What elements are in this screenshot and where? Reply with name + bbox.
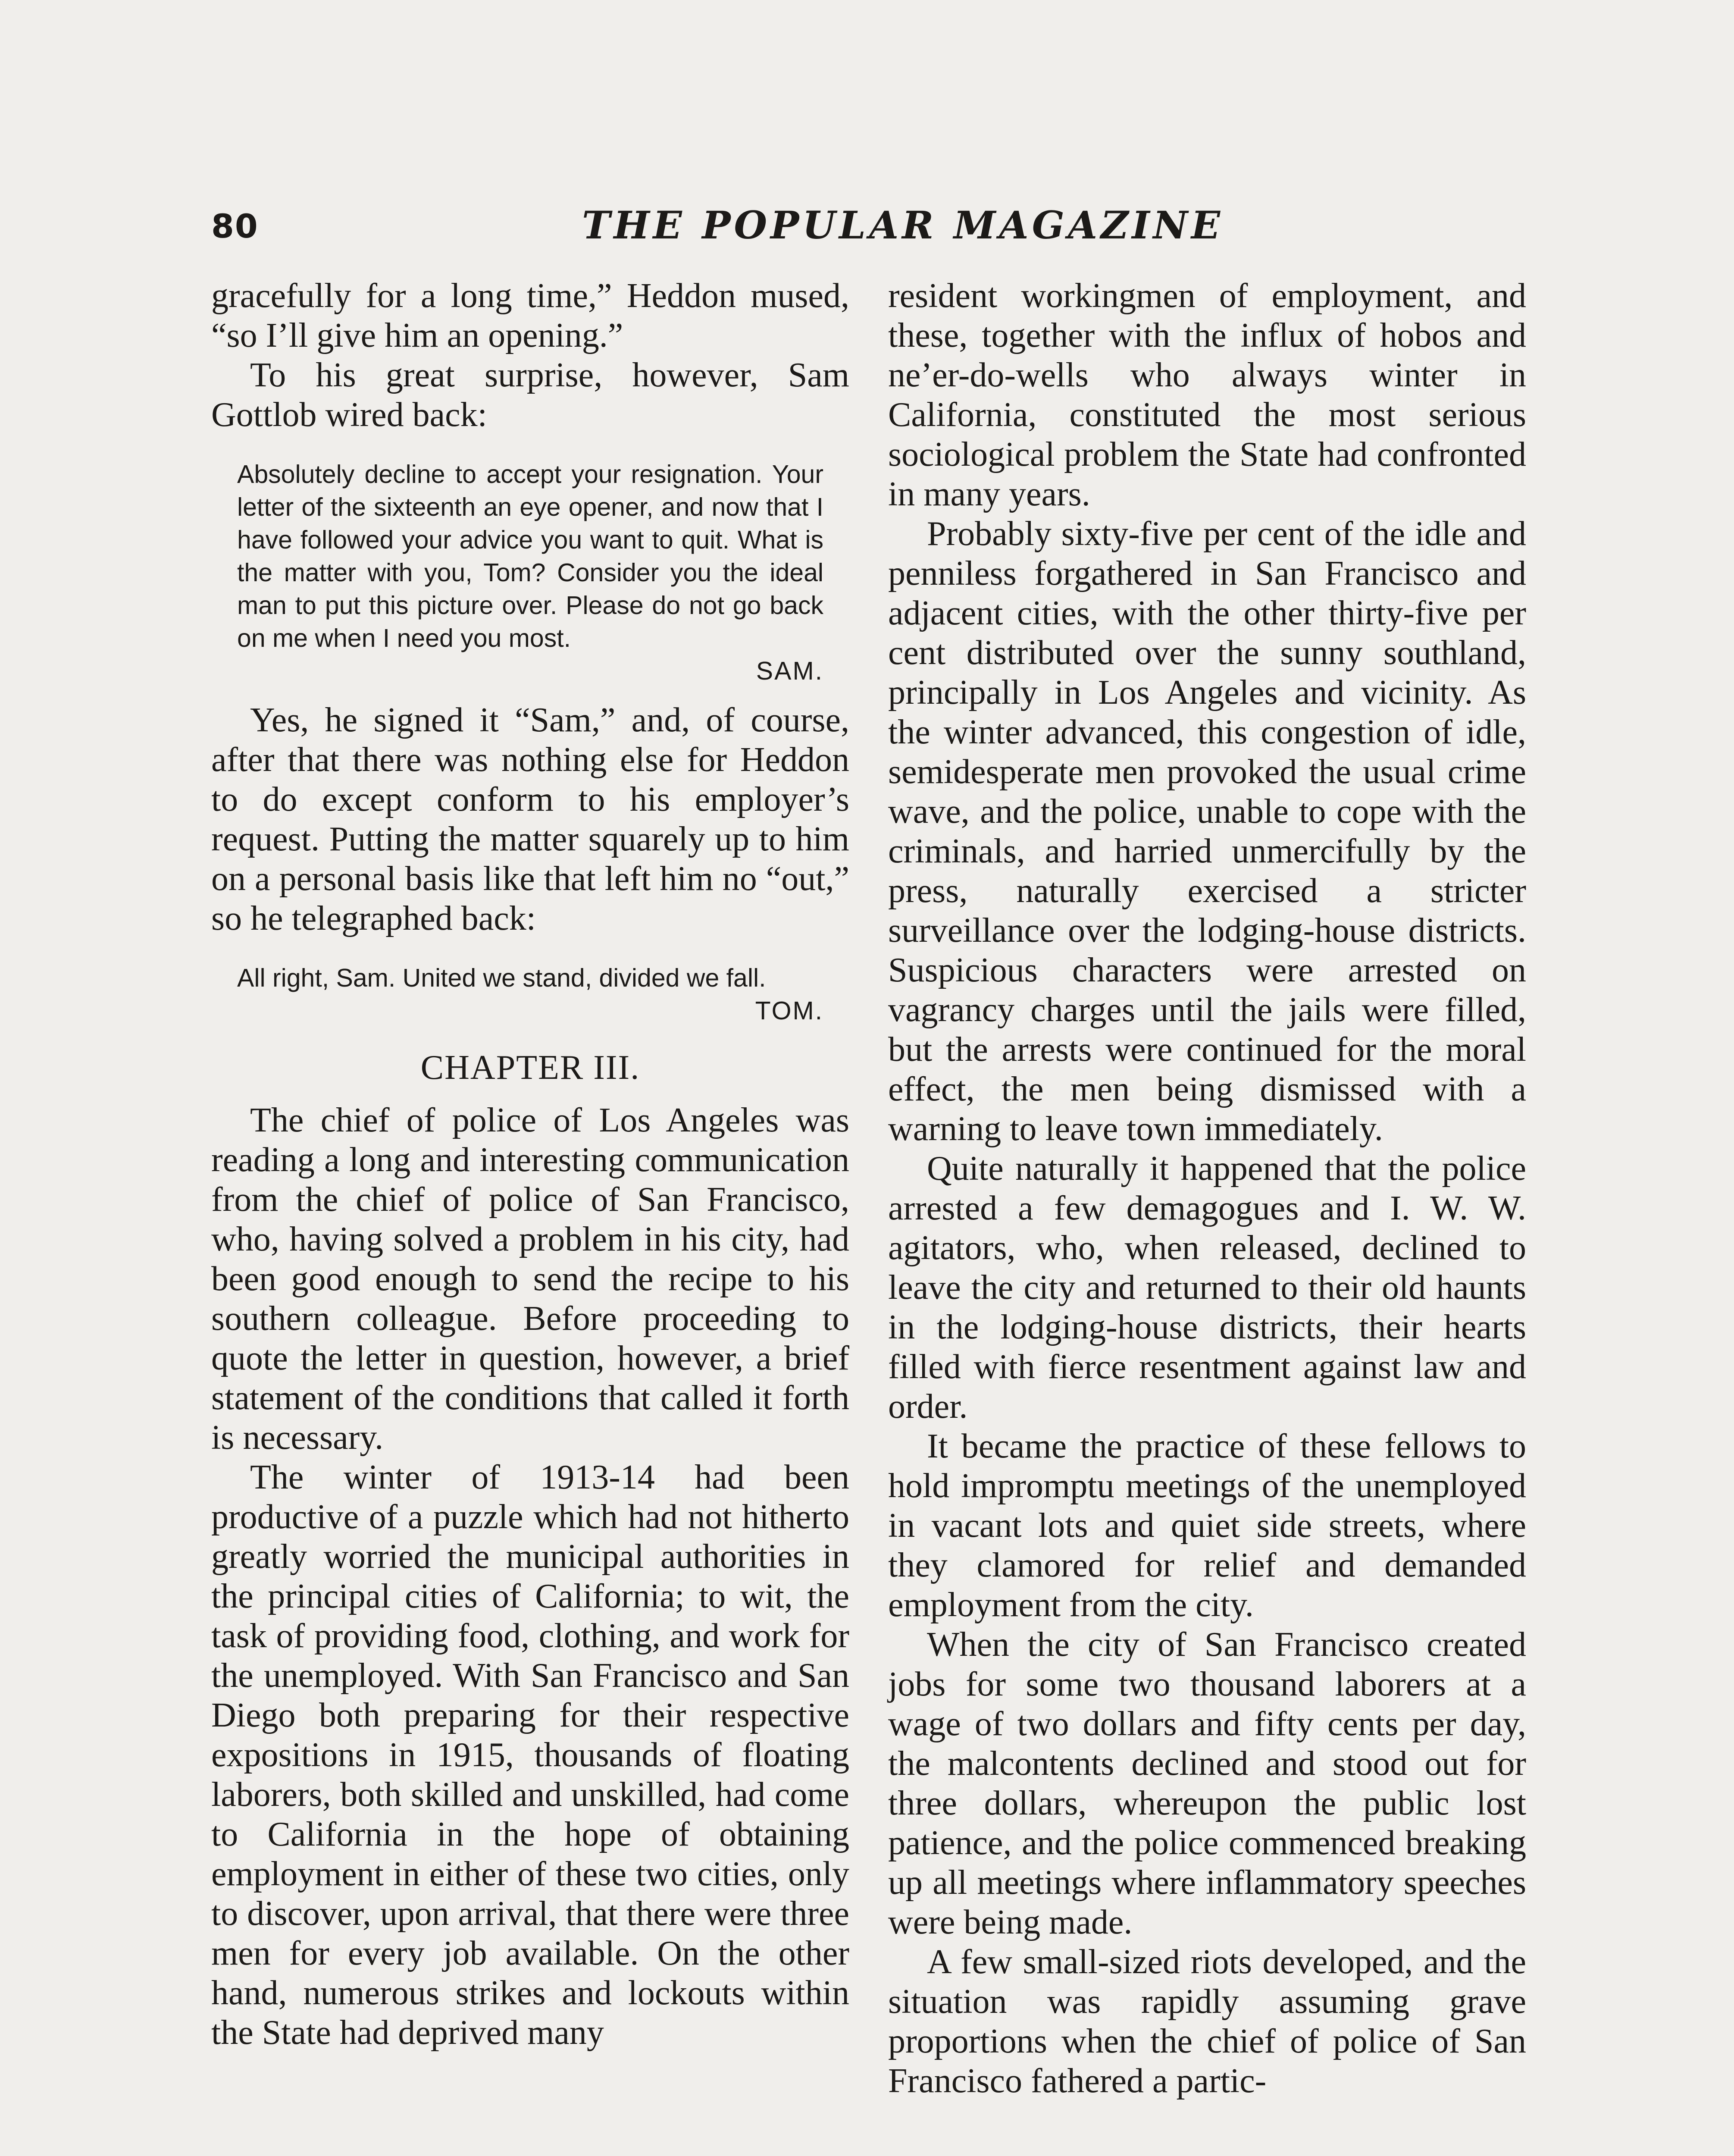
paragraph: Yes, he signed it “Sam,” and, of course, after that there was nothing else for Heddon to do except conform to his employer’s request. Putting the matter squarely up to him on a personal basis like that left him no “out,” so he telegraphed back: xyxy=(211,701,849,937)
telegram-body: Absolutely decline to accept your resignation. Your letter of the sixteenth an eye opener, and now that I have followed your advice you want to quit. What is the matter with you, Tom? Consider you the ideal man to put this picture over. Please do not go back on me when I need you most. xyxy=(237,460,823,652)
telegram-signature: SAM. xyxy=(756,657,823,685)
page-header xyxy=(211,203,1526,267)
chapter-heading: CHAPTER III. xyxy=(420,1049,640,1087)
paragraph: It became the practice of these fellows to hold impromptu meetings of the unemployed in vacant lots and quiet side streets, where they clamored for relief and demanded employment from the city. xyxy=(888,1427,1526,1624)
right-column xyxy=(888,276,1526,2101)
paragraph: The winter of 1913-14 had been productive of a puzzle which had not hitherto greatly worried the municipal authorities in the principal cities of California; to wit, the task of providing food, clothing, and work for the unemployed. With San Francisco and San Diego both preparing for their respective expositions in 1915, thousands of floating laborers, both skilled and unskilled, had come to California in the hope of obtaining employment in either of these two cities, only to discover, upon arrival, that there were three men for every job available. On the other hand, numerous strikes and lockouts within the State had deprived many xyxy=(211,1458,849,2052)
paragraph: A few small-sized riots developed, and the situation was rapidly assuming grave proportions when the chief of police of San Francisco fathered a partic- xyxy=(888,1943,1526,2100)
paragraph: gracefully for a long time,” Heddon mused, “so I’ll give him an opening.” xyxy=(211,277,849,354)
paragraph: resident workingmen of employment, and these, together with the influx of hobos and ne’er-do-wells who always winter in California, constituted the most serious sociological problem the State had confronted in many years. xyxy=(888,277,1526,513)
left-column xyxy=(211,276,849,2053)
telegram-body: All right, Sam. United we stand, divided we fall. xyxy=(237,964,766,992)
telegram-quote xyxy=(237,458,823,687)
telegram-signature: TOM. xyxy=(755,997,823,1025)
paragraph: Probably sixty-five per cent of the idle and penniless forgathered in San Francisco and adjacent cities, with the other thirty-five per cent distributed over the sunny southland, principally in Los Angeles and vicinity. As the winter advanced, this congestion of idle, semidesperate men provoked the usual crime wave, and the police, unable to cope with the criminals, and harried unmercifully by the press, naturally exercised a stricter surveillance over the lodging-house districts. Suspicious characters were arrested on vagrancy charges until the jails were filled, but the arrests were continued for the moral effect, the men being dismissed with a warning to leave town immediately. xyxy=(888,515,1526,1148)
paragraph: Quite naturally it happened that the police arrested a few demagogues and I. W. W. agitators, who, when released, declined to leave the city and returned to their old haunts in the lodging-house districts, their hearts filled with fierce resentment against law and order. xyxy=(888,1150,1526,1426)
paragraph: When the city of San Francisco created jobs for some two thousand laborers at a wage of two dollars and fifty cents per day, the malcontents declined and stood out for three dollars, whereupon the public lost patience, and the police commenced breaking up all meetings where inflammatory speeches were being made. xyxy=(888,1626,1526,1941)
running-title: THE POPULAR MAGAZINE xyxy=(582,203,1224,248)
paragraph: The chief of police of Los Angeles was reading a long and interesting communication from the chief of police of San Francisco, who, having solved a problem in his city, had been good enough to send the recipe to his southern colleague. Before proceeding to quote the letter in question, however, a brief statement of the conditions that called it forth is necessary. xyxy=(211,1101,849,1457)
page-number: 80 xyxy=(211,207,259,245)
paragraph: To his great surprise, however, Sam Gottlob wired back: xyxy=(211,356,849,434)
telegram-quote xyxy=(237,962,823,1027)
